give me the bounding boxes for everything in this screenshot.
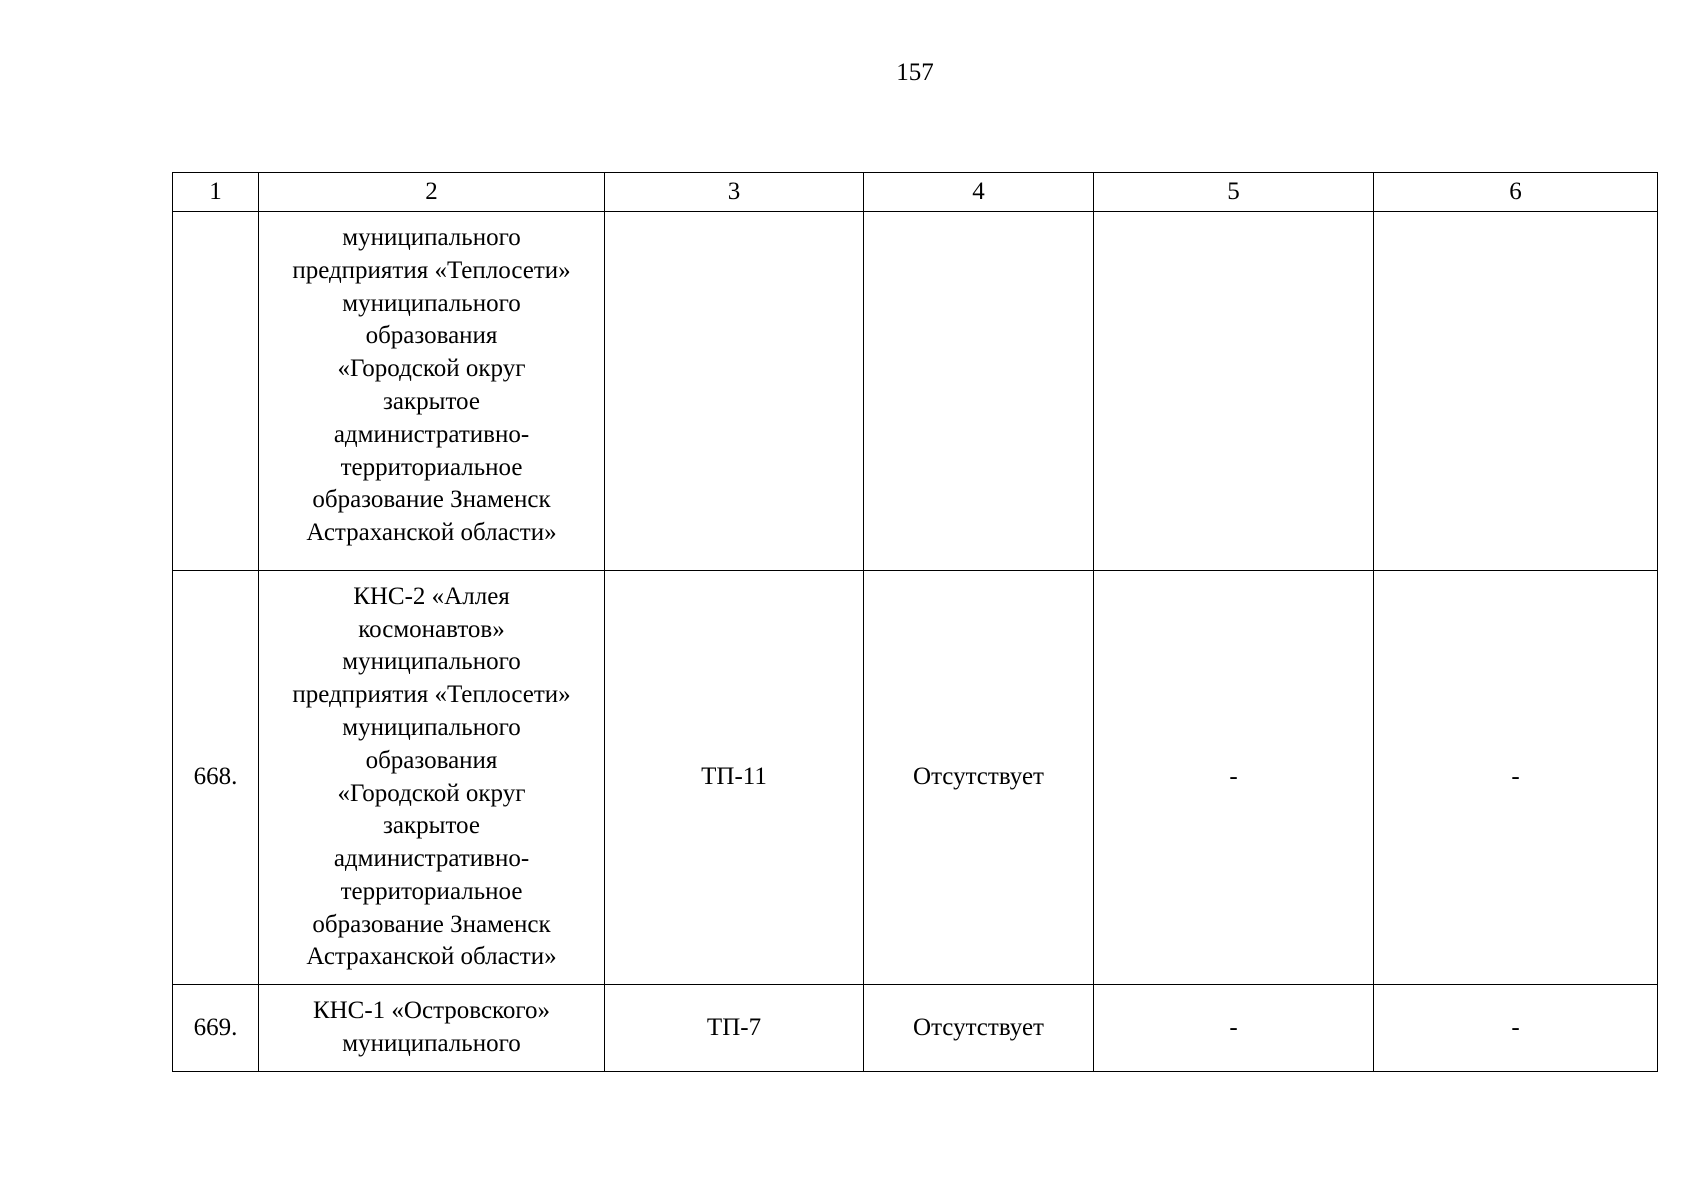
name-line: «Городской округ bbox=[337, 355, 526, 383]
col4-cell: Отсутствует bbox=[864, 985, 1094, 1072]
name-line: космонавтов» bbox=[358, 615, 505, 643]
table-row bbox=[173, 571, 1658, 985]
col5-cell: - bbox=[1094, 985, 1374, 1072]
name-line: предприятия «Теплосети» bbox=[292, 256, 571, 284]
col6-cell: - bbox=[1374, 571, 1658, 985]
column-header-3: 3 bbox=[605, 173, 864, 212]
row-number-cell bbox=[173, 212, 259, 571]
name-line: образование Знаменск bbox=[312, 486, 551, 514]
column-header-5: 5 bbox=[1094, 173, 1374, 212]
col5-cell bbox=[1094, 212, 1374, 571]
row-number-cell: 668. bbox=[173, 571, 259, 985]
name-line: КНС-1 «Островского» bbox=[312, 997, 551, 1025]
col6-cell bbox=[1374, 212, 1658, 571]
col6-cell: - bbox=[1374, 985, 1658, 1072]
name-line: образования bbox=[365, 322, 498, 350]
name-line: территориальное bbox=[340, 453, 523, 481]
col3-cell bbox=[605, 212, 864, 571]
col5-cell: - bbox=[1094, 571, 1374, 985]
name-line: территориальное bbox=[340, 877, 523, 905]
table-header-row bbox=[173, 173, 1658, 212]
name-line: муниципального bbox=[342, 1030, 521, 1057]
row-number-cell: 669. bbox=[173, 985, 259, 1072]
name-line: предприятия «Теплосети» bbox=[292, 681, 571, 709]
name-line: административно- bbox=[333, 420, 530, 448]
object-name-cell bbox=[259, 212, 605, 571]
col3-cell: ТП-11 bbox=[605, 571, 864, 985]
name-line: образование Знаменск bbox=[312, 910, 551, 938]
column-header-6: 6 bbox=[1374, 173, 1658, 212]
table-row bbox=[173, 985, 1658, 1072]
name-line: муниципального bbox=[342, 648, 521, 676]
data-table bbox=[172, 172, 1658, 1072]
name-line: КНС-2 «Аллея bbox=[353, 582, 510, 610]
column-header-1: 1 bbox=[173, 173, 259, 212]
page-number: 157 bbox=[896, 59, 934, 86]
name-line: муниципального bbox=[342, 289, 521, 317]
name-line: образования bbox=[365, 746, 498, 774]
name-line: закрытое bbox=[383, 387, 480, 415]
name-line: административно- bbox=[333, 845, 530, 873]
name-line: «Городской округ bbox=[337, 779, 526, 807]
table-row bbox=[173, 212, 1658, 571]
col3-cell: ТП-7 bbox=[605, 985, 864, 1072]
column-header-4: 4 bbox=[864, 173, 1094, 212]
name-line: Астраханской области» bbox=[306, 519, 557, 547]
object-name-cell bbox=[259, 985, 605, 1072]
name-line: муниципального bbox=[342, 713, 521, 741]
object-name-cell bbox=[259, 571, 605, 985]
name-line: Астраханской области» bbox=[306, 943, 557, 971]
col4-cell: Отсутствует bbox=[864, 571, 1094, 985]
name-line: муниципального bbox=[342, 224, 521, 251]
name-line: закрытое bbox=[383, 812, 480, 840]
column-header-2: 2 bbox=[259, 173, 605, 212]
col4-cell bbox=[864, 212, 1094, 571]
